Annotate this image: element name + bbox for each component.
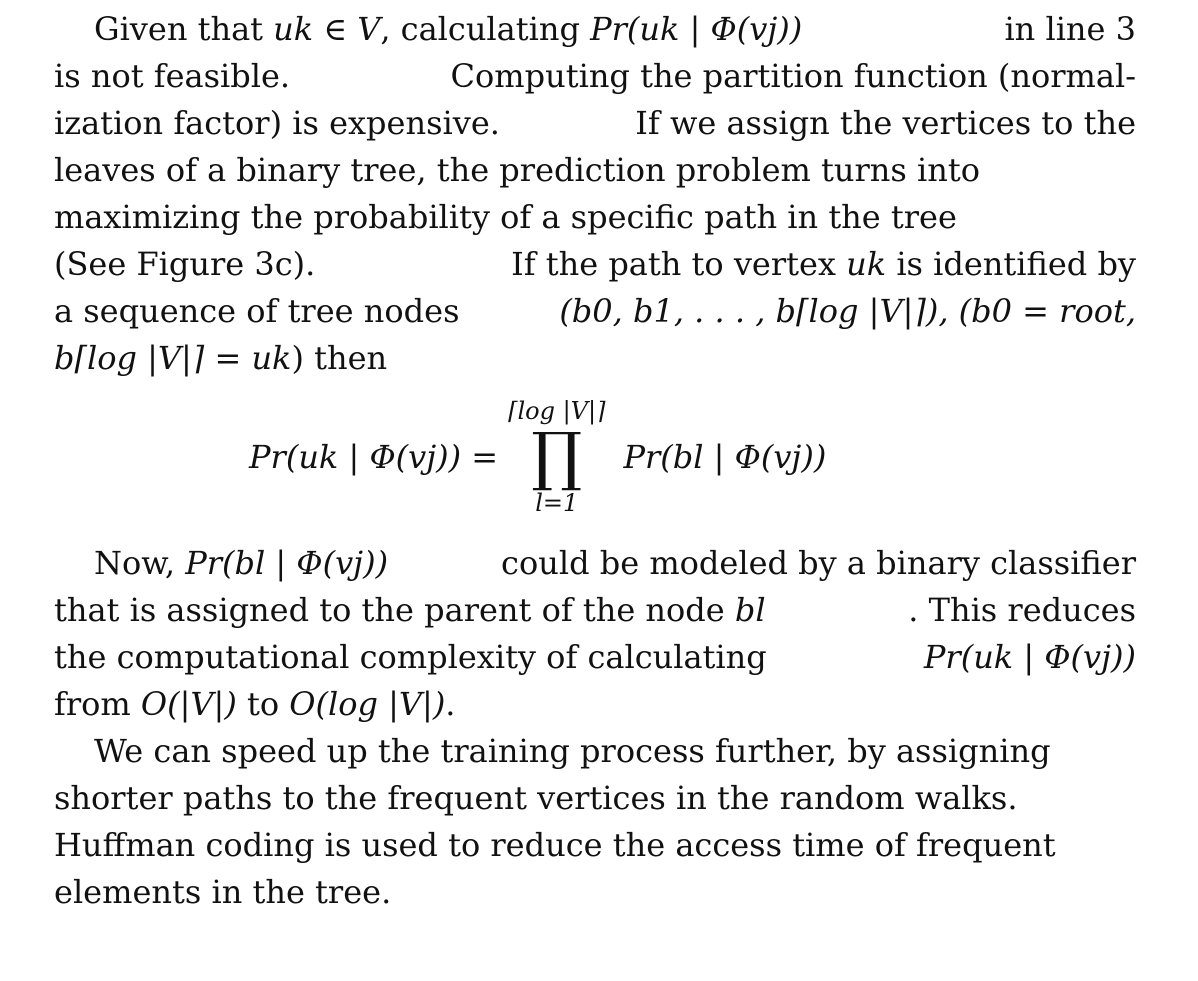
text: is identified by [886,245,1136,283]
paragraph-3-line-1 [54,728,1136,775]
paragraph-2-line-2 [54,587,1136,634]
text: a sequence of tree nodes [54,292,460,330]
math-inline: Pr(bl | Φ(vj)) [185,544,389,582]
equation-body [249,394,826,520]
product-operator [508,397,605,517]
text: in line 3 [1004,10,1136,48]
text: Computing the partition function (normal- [450,57,1136,95]
math-inline: bl [734,591,766,629]
paragraph-2-line-3 [54,634,1136,681]
paper-excerpt [54,6,1136,916]
text: could be modeled by a binary classifier [501,544,1136,582]
product-symbol: ∏ [531,420,583,494]
text: Now, [94,544,186,582]
text: Given that [94,10,274,48]
text: that is assigned to the parent of the node [54,591,735,629]
equation-rhs: Pr(bl | Φ(vj)) [623,438,827,476]
text: is not feasible. [54,57,291,95]
math-inline: O(log |V|) [289,685,446,723]
text: shorter paths to the frequent vertices in the random walks. [54,779,1018,817]
paragraph-1-line-3 [54,100,1136,147]
product-upper-limit: ⌈log |V|⌉ [508,397,606,425]
paragraph-1-line-6 [54,241,1136,288]
text: If the path to vertex [511,245,847,283]
paragraph-1-line-4 [54,147,1136,194]
math-inline: b⌈log |V|⌉ = uk [54,339,292,377]
display-equation [54,394,1136,520]
paragraph-3-line-2 [54,775,1136,822]
text: elements in the tree. [54,873,392,911]
paragraph-1-line-2 [54,53,1136,100]
paragraph-1-line-7 [54,288,1136,335]
paragraph-2-line-1 [54,540,1136,587]
text: ization factor) is expensive. [54,104,500,142]
paragraph-3-line-4 [54,869,1136,916]
paragraph-2-line-4 [54,681,1136,728]
math-inline: (b0, b1, . . . , b⌈log |V|⌉), (b0 = root, [559,292,1136,330]
text: from [54,685,141,723]
text: (See Figure 3c). [54,245,316,283]
text: leaves of a binary tree, the prediction problem turns into [54,151,980,189]
paragraph-1-line-1 [54,6,1136,53]
text: to [236,685,290,723]
text: . [445,685,456,723]
text: Huffman coding is used to reduce the access time of frequent [54,826,1056,864]
text: maximizing the probability of a specific path in the tree [54,198,957,236]
equation-lhs: Pr(uk | Φ(vj)) = [249,438,499,476]
paragraph-1-line-5 [54,194,1136,241]
product-lower-limit: l=1 [535,489,579,517]
math-inline: Pr(uk | Φ(vj)) [923,638,1136,676]
text: . This reduces [908,591,1136,629]
text: If we assign the vertices to the [635,104,1136,142]
text: We can speed up the training process further, by assigning [94,732,1051,770]
math-inline: Pr(uk | Φ(vj)) [590,10,803,48]
paragraph-1-line-8 [54,335,1136,382]
math-inline: uk [846,245,887,283]
math-inline: uk ∈ V [273,10,381,48]
text: ) then [291,339,388,377]
paragraph-3-line-3 [54,822,1136,869]
math-inline: O(|V|) [140,685,237,723]
text: , calculating [380,10,591,48]
text: the computational complexity of calculating [54,638,767,676]
